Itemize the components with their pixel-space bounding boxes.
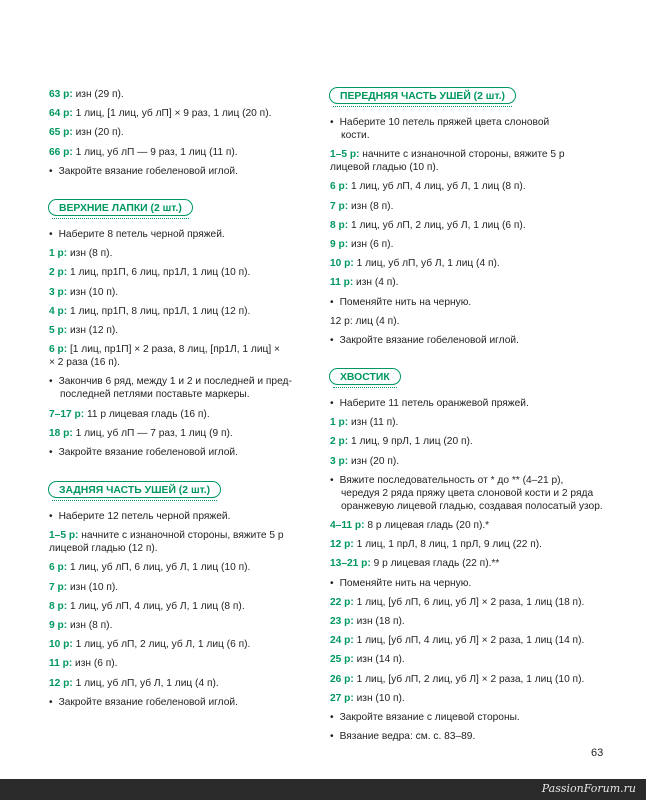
instruction-line bbox=[330, 219, 526, 232]
instruction-line bbox=[49, 126, 124, 139]
instruction-line bbox=[49, 247, 112, 260]
bullet-text: Закройте вязание гобеленовой иглой. bbox=[58, 696, 238, 708]
row-text: изн (6 п). bbox=[348, 239, 394, 250]
bullet-text: Наберите 8 петель черной пряжей. bbox=[58, 229, 225, 240]
instruction-line bbox=[330, 455, 399, 468]
instruction-line bbox=[330, 435, 473, 448]
row-number: 26 р: bbox=[330, 673, 354, 685]
row-number: 8 р: bbox=[49, 600, 68, 612]
continuation-line: чередуя 2 ряда пряжу цвета слоновой кости и 2 ряда bbox=[341, 487, 594, 499]
row-text: изн (11 п). bbox=[348, 417, 399, 429]
row-text: 1 лиц, [1 лиц, уб лП] × 9 раз, 1 лиц (20 п). bbox=[72, 108, 272, 120]
row-number: 4–11 р: bbox=[330, 520, 365, 531]
row-number: 10 р: bbox=[330, 258, 354, 270]
row-number: 10 р: bbox=[49, 639, 73, 651]
row-text: изн (8 п). bbox=[67, 620, 113, 631]
page-number: 63 bbox=[591, 747, 604, 759]
instruction-line bbox=[49, 696, 238, 709]
instruction-line bbox=[330, 200, 393, 213]
instruction-line bbox=[49, 561, 250, 574]
continuation-line: × 2 раза (16 п). bbox=[49, 357, 120, 369]
instruction-line bbox=[330, 257, 500, 270]
bullet-text: Наберите 11 петель оранжевой пряжей. bbox=[339, 398, 529, 409]
instruction-line bbox=[49, 324, 118, 337]
row-number: 11 р: bbox=[330, 277, 354, 289]
row-text: изн (6 п). bbox=[72, 658, 118, 670]
instruction-line bbox=[49, 408, 210, 421]
row-text: 11 р лицевая гладь (16 п). bbox=[84, 408, 210, 420]
continuation-line: оранжевую лицевой гладью, создавая полосатый узор. bbox=[341, 500, 603, 512]
row-text: изн (8 п). bbox=[348, 200, 394, 212]
row-number: 7 р: bbox=[330, 200, 349, 212]
row-text: изн (20 п). bbox=[348, 455, 400, 467]
watermark-text: PassionForum.ru bbox=[541, 782, 636, 795]
bullet-text: Закройте вязание с лицевой стороны. bbox=[339, 712, 520, 723]
row-text: 1 лиц, уб лП — 7 раз, 1 лиц (9 п). bbox=[72, 427, 233, 439]
instruction-line bbox=[330, 416, 398, 429]
row-text: 1 лиц, уб лП, 2 лиц, уб Л, 1 лиц (6 п). bbox=[348, 219, 526, 231]
instruction-line bbox=[49, 286, 118, 299]
instruction-line bbox=[49, 619, 112, 632]
row-number: 13–21 р: bbox=[330, 558, 371, 570]
instruction-line bbox=[330, 692, 405, 705]
bullet-text: Вяжите последовательность от * до ** (4–21 р), bbox=[339, 474, 564, 486]
row-text: изн (20 п). bbox=[72, 127, 124, 139]
plain-text: 12 р: лиц (4 п). bbox=[330, 315, 400, 327]
row-number: 6 р: bbox=[330, 181, 349, 193]
row-text: 1 лиц, уб лП, уб Л, 1 лиц (4 п). bbox=[72, 677, 219, 689]
section-header-upper-paws: ВЕРХНИЕ ЛАПКИ (2 шт.) bbox=[48, 199, 193, 216]
section-header-tail: ХВОСТИК bbox=[329, 368, 401, 385]
bullet-text: Закройте вязание гобеленовой иглой. bbox=[58, 447, 238, 458]
continuation-line: последней петлями поставьте маркеры. bbox=[60, 389, 250, 401]
continuation-line: кости. bbox=[341, 130, 370, 141]
instruction-line bbox=[330, 180, 526, 193]
row-text: 1 лиц, [уб лП, 4 лиц, уб Л] × 2 раза, 1 лиц (14 п). bbox=[353, 635, 585, 647]
section-header-back-ears: ЗАДНЯЯ ЧАСТЬ УШЕЙ (2 шт.) bbox=[48, 481, 221, 498]
instruction-line bbox=[49, 343, 280, 356]
row-number: 64 р: bbox=[49, 108, 73, 120]
row-number: 23 р: bbox=[330, 616, 354, 627]
row-text: 1 лиц, уб лП, 2 лиц, уб Л, 1 лиц (6 п). bbox=[72, 639, 251, 651]
row-text: 1 лиц, уб лП, 4 лиц, уб Л, 1 лиц (8 п). bbox=[67, 600, 245, 612]
row-number: 24 р: bbox=[330, 635, 354, 647]
instruction-line bbox=[330, 673, 584, 686]
instruction-line bbox=[330, 653, 405, 666]
row-number: 27 р: bbox=[330, 692, 354, 704]
row-text: 1 лиц, уб лП — 9 раз, 1 лиц (11 п). bbox=[72, 146, 238, 158]
row-number: 3 р: bbox=[49, 286, 68, 298]
bullet-text: Вязание ведра: см. с. 83–89. bbox=[339, 731, 476, 743]
instruction-line bbox=[330, 238, 393, 251]
instruction-line bbox=[330, 116, 549, 129]
row-number: 66 р: bbox=[49, 146, 73, 158]
row-number: 63 р: bbox=[49, 89, 73, 100]
instruction-line bbox=[49, 600, 245, 613]
row-number: 22 р: bbox=[330, 596, 354, 608]
row-text: изн (10 п). bbox=[67, 581, 119, 593]
row-text: 1 лиц, [уб лП, 2 лиц, уб Л] × 2 раза, 1 лиц (10 п). bbox=[353, 673, 585, 685]
row-number: 6 р: bbox=[49, 562, 68, 574]
bullet-text: Наберите 12 петель черной пряжей. bbox=[58, 511, 231, 522]
instruction-line bbox=[49, 165, 238, 178]
row-text: 8 р лицевая гладь (20 п).* bbox=[364, 520, 490, 531]
row-text: 1 лиц, 9 прЛ, 1 лиц (20 п). bbox=[348, 436, 473, 448]
instruction-line bbox=[49, 581, 118, 594]
row-text: изн (12 п). bbox=[67, 325, 119, 336]
instruction-line bbox=[49, 529, 284, 542]
row-text: 1 лиц, [уб лП, 6 лиц, уб Л] × 2 раза, 1 лиц (18 п). bbox=[353, 596, 585, 608]
bullet-text: Закройте вязание гобеленовой иглой. bbox=[58, 165, 238, 177]
instruction-line bbox=[49, 638, 250, 651]
row-number: 8 р: bbox=[330, 219, 349, 231]
row-text: начните с изнаночной стороны, вяжите 5 р bbox=[359, 149, 565, 161]
instruction-line bbox=[330, 519, 489, 532]
instruction-line bbox=[49, 427, 233, 440]
row-text: изн (4 п). bbox=[353, 277, 399, 289]
row-number: 1–5 р: bbox=[49, 530, 79, 542]
row-text: 1 лиц, пр1П, 6 лиц, пр1Л, 1 лиц (10 п). bbox=[67, 267, 251, 279]
row-text: изн (8 п). bbox=[67, 248, 113, 260]
instruction-line bbox=[49, 510, 230, 523]
instruction-line bbox=[49, 107, 271, 120]
instruction-line bbox=[49, 228, 225, 241]
row-text: 1 лиц, уб лП, уб Л, 1 лиц (4 п). bbox=[353, 258, 500, 270]
continuation-line: лицевой гладью (10 п). bbox=[330, 162, 439, 174]
bullet-text: Закончив 6 ряд, между 1 и 2 и последней и пред- bbox=[58, 376, 292, 388]
instruction-line bbox=[49, 375, 292, 388]
instruction-line bbox=[49, 266, 250, 279]
row-number: 1 р: bbox=[49, 248, 68, 260]
row-text: 1 лиц, уб лП, 6 лиц, уб Л, 1 лиц (10 п). bbox=[67, 562, 251, 574]
row-number: 1 р: bbox=[330, 417, 349, 429]
row-text: [1 лиц, пр1П] × 2 раза, 8 лиц, [пр1Л, 1 лиц] × bbox=[67, 344, 280, 356]
instruction-line bbox=[49, 677, 219, 690]
bullet-text: Поменяйте нить на черную. bbox=[339, 296, 472, 308]
instruction-line bbox=[330, 577, 471, 590]
row-number: 11 р: bbox=[49, 658, 73, 670]
row-text: 9 р лицевая гладь (22 п).** bbox=[370, 558, 500, 570]
bullet-text: Закройте вязание гобеленовой иглой. bbox=[339, 335, 519, 346]
row-number: 9 р: bbox=[49, 620, 68, 631]
row-number: 2 р: bbox=[330, 436, 349, 448]
row-number: 25 р: bbox=[330, 654, 354, 666]
row-number: 1–5 р: bbox=[330, 149, 360, 161]
row-number: 3 р: bbox=[330, 455, 349, 467]
bullet-text: Поменяйте нить на черную. bbox=[339, 577, 472, 589]
instruction-line bbox=[49, 446, 238, 459]
instruction-line bbox=[49, 305, 250, 318]
instruction-line bbox=[330, 296, 471, 309]
instruction-line bbox=[330, 730, 475, 743]
bullet-text: Наберите 10 петель пряжей цвета слоновой bbox=[339, 117, 550, 128]
row-text: начните с изнаночной стороны, вяжите 5 р bbox=[78, 530, 284, 542]
row-number: 65 р: bbox=[49, 127, 73, 139]
instruction-line bbox=[330, 276, 399, 289]
row-number: 18 р: bbox=[49, 427, 73, 439]
instruction-line bbox=[49, 146, 238, 159]
row-text: 1 лиц, уб лП, 4 лиц, уб Л, 1 лиц (8 п). bbox=[348, 181, 526, 193]
row-number: 5 р: bbox=[49, 325, 68, 336]
row-text: изн (10 п). bbox=[353, 692, 405, 704]
row-text: изн (14 п). bbox=[353, 654, 405, 666]
instruction-line bbox=[330, 711, 520, 724]
instruction-line bbox=[330, 596, 584, 609]
row-number: 12 р: bbox=[49, 677, 73, 689]
row-number: 2 р: bbox=[49, 267, 68, 279]
instruction-line bbox=[330, 148, 565, 161]
row-text: изн (29 п). bbox=[72, 89, 124, 100]
instruction-line bbox=[330, 397, 529, 410]
instruction-line bbox=[49, 657, 118, 670]
instruction-line bbox=[330, 474, 563, 487]
row-text: изн (18 п). bbox=[353, 616, 405, 627]
row-number: 4 р: bbox=[49, 305, 68, 317]
row-text: 1 лиц, пр1П, 8 лиц, пр1Л, 1 лиц (12 п). bbox=[67, 305, 251, 317]
instruction-line bbox=[49, 88, 124, 101]
row-number: 7 р: bbox=[49, 581, 68, 593]
continuation-line: лицевой гладью (12 п). bbox=[49, 543, 158, 555]
instruction-line bbox=[330, 334, 519, 347]
row-number: 9 р: bbox=[330, 239, 349, 250]
instruction-line bbox=[330, 615, 405, 628]
section-header-front-ears: ПЕРЕДНЯЯ ЧАСТЬ УШЕЙ (2 шт.) bbox=[329, 87, 516, 104]
row-number: 7–17 р: bbox=[49, 408, 85, 420]
instruction-line bbox=[330, 315, 399, 328]
instruction-line bbox=[330, 634, 584, 647]
row-text: изн (10 п). bbox=[67, 286, 119, 298]
instruction-line bbox=[330, 557, 499, 570]
instruction-line bbox=[330, 538, 542, 551]
row-number: 12 р: bbox=[330, 539, 354, 551]
row-number: 6 р: bbox=[49, 344, 68, 356]
row-text: 1 лиц, 1 прЛ, 8 лиц, 1 прЛ, 9 лиц (22 п). bbox=[353, 539, 543, 551]
